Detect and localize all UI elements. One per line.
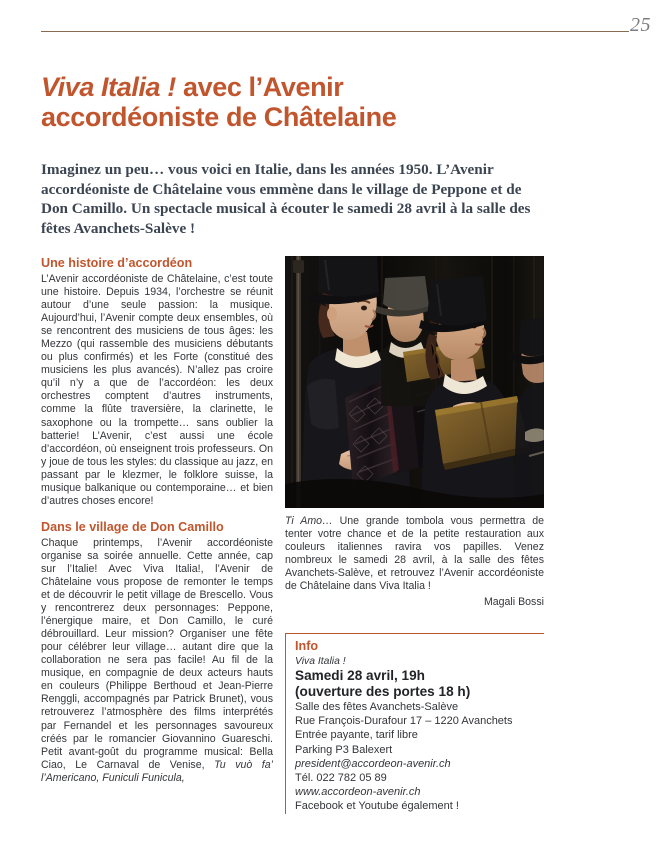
header-rule: [41, 31, 629, 32]
info-venue: Salle des fêtes Avanchets-Salève: [295, 701, 459, 713]
info-email[interactable]: president@accordeon-avenir.ch: [295, 757, 451, 770]
song-titles-italic: Tu vuò fa’ l’Americano, Funiculi Funicula,: [41, 758, 273, 784]
info-parking: Parking P3 Balexert: [295, 743, 393, 756]
caption-italic-lead: Ti Amo…: [285, 515, 333, 527]
section-heading-history: Une histoire d’accordéon: [41, 256, 193, 270]
accordion-orchestra-photo: [285, 256, 544, 508]
caption-text: Une grande tombola vous permettra de tenter votre chance et de la petite restauration aux couleurs italiennes ravira vos papilles. Venez nombreux le samedi 28 avril, à la salle des fêtes Avanchets-Salève, et retrouvez l’Avenir accordéoniste de Châtelaine dans Viva Italia !: [285, 515, 544, 593]
title-rest: avec l’Avenir: [175, 72, 344, 102]
info-title: Info: [295, 639, 319, 653]
section-body-history: L’Avenir accordéoniste de Châtelaine, c’est toute une histoire. Depuis 1934, l’orchestre se réunit autour d’une seule passion: la musique. Aujourd’hui, l’Avenir compte deux ensembles, où se rencontrent des musiciens de tous âges: les Mezzo (qui rassemble des musiciens débutants ou plus confirmés) et les Forte (constitué des musiciens les plus avancés). N’allez pas croire qu’il n’y a que de l’accordéon: les deux orchestres comptent d’autres instruments, comme la flûte traversière, la clarinette, le saxophone ou la trompette… sans oublier la batterie! L’Avenir, c’est aussi une école d’accordéon, où enseignent trois professeurs. On y joue de tous les styles: du classique au jazz, en passant par le klezmer, le folklore suisse, la musique balkanique ou contemporaine… et bien d’autres choses encore!: [41, 273, 273, 507]
info-date-line-1: Samedi 28 avril, 19h: [295, 668, 425, 683]
info-website[interactable]: www.accordeon-avenir.ch: [295, 786, 421, 799]
title-emphasis: Viva Italia !: [41, 72, 176, 102]
info-box: [285, 633, 544, 814]
caption-byline: Magali Bossi: [483, 596, 544, 609]
page-header: [0, 0, 665, 52]
info-date-line-2: (ouverture des portes 18 h): [295, 684, 471, 699]
photo-caption: [285, 515, 544, 593]
info-subtitle: Viva Italia !: [295, 656, 346, 667]
left-column: [41, 256, 273, 785]
info-address: Rue François-Durafour 17 – 1220 Avanchets: [295, 715, 513, 728]
right-column: [285, 256, 544, 609]
page-number: 25: [630, 14, 651, 36]
title-line-2: accordéoniste de Châtelaine: [41, 102, 397, 132]
village-text: Chaque printemps, l’Avenir accordéoniste organise sa soirée annuelle. Cette année, cap sur l’Italie! Avec Viva Italia!, l’Avenir de Châtelaine vous propose de remonter le temps et de découvrir le petit village de Brescello. Vous y rencontrerez deux personnages: Peppone, l’énergique maire, et Don Camillo, le curé débrouillard. Leur mission? Organiser une fête pour célébrer leur village… autant dire que la collaboration ne sera pas facile! Au fil de la musique, en compagnie de deux acteurs hauts en couleurs (Philippe Berthoud et Jean-Pierre Renggli, accompagnés par Patrick Brunet), vous retrouverez l’atmosphère des films interprétés par Fernandel et les personnages savoureux créés par le romancier Giovannino Guareschi. Petit avant-goût du programme musical: Bella Ciao, Le Carnaval de Venise,: [41, 536, 273, 771]
title-line-1: [41, 72, 571, 102]
info-price: Entrée payante, tarif libre: [295, 729, 418, 742]
page-title: [41, 72, 571, 132]
info-social: Facebook et Youtube également !: [295, 800, 459, 813]
section-body-village: [41, 537, 273, 785]
lead-paragraph: Imaginez un peu… vous voici en Italie, dans les années 1950. L’Avenir accordéoniste de Châtelaine vous emmène dans le village de Peppone et de Don Camillo. Un spectacle musical à écouter le samedi 28 avril à la salle des fêtes Avanchets-Salève !: [41, 161, 531, 237]
section-heading-village: Dans le village de Don Camillo: [41, 519, 224, 534]
info-phone: Tél. 022 782 05 89: [295, 772, 387, 785]
